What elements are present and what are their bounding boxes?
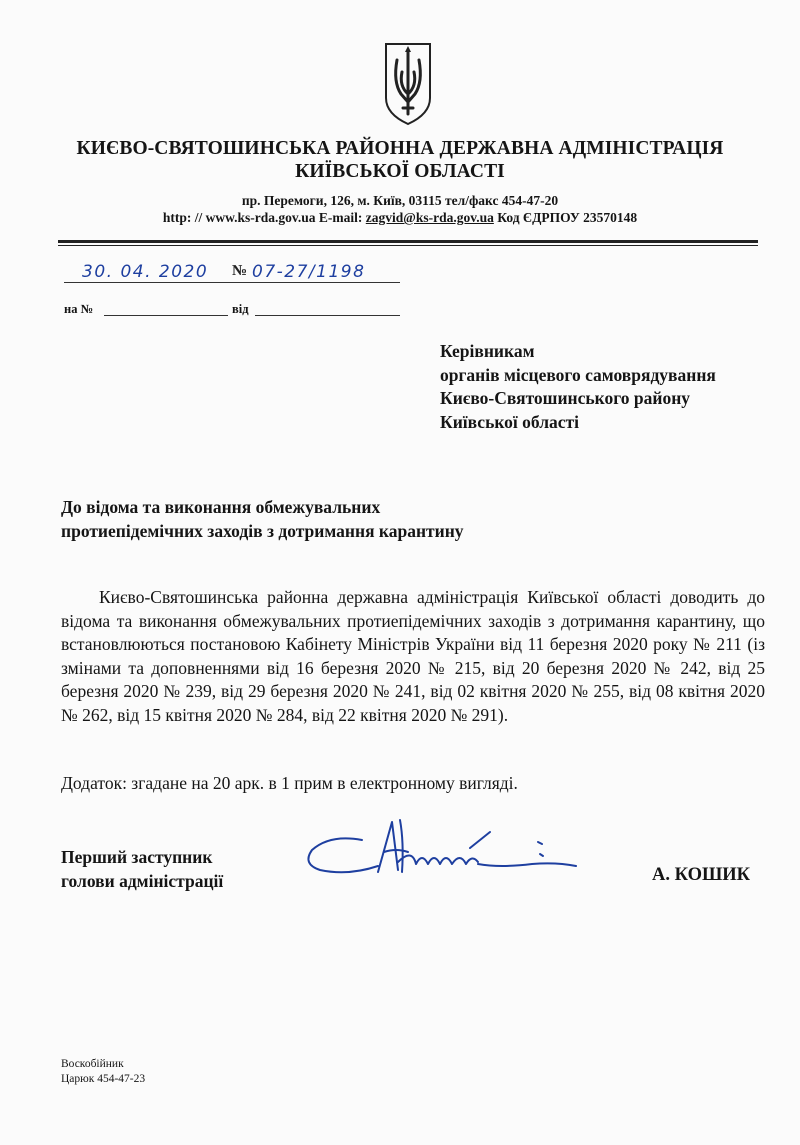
executor-info xyxy=(61,1057,145,1087)
email-label: E-mail: xyxy=(318,210,363,225)
edrpou-code: Код ЄДРПОУ 23570148 xyxy=(497,210,638,225)
handwritten-signature xyxy=(300,812,580,890)
subject-line: протиепідемічних заходів з дотримання карантину xyxy=(61,520,464,541)
organization-address: пр. Перемоги, 126, м. Київ, 03115 тел/факс 454-47-20 xyxy=(241,193,559,208)
attachment-note: Додаток: згадане на 20 арк. в 1 прим в електронному вигляді. xyxy=(61,773,518,793)
letter-subject xyxy=(61,496,464,543)
coat-of-arms-icon xyxy=(383,42,433,126)
header-divider xyxy=(58,240,758,243)
signer-name: А. КОШИК xyxy=(652,865,751,885)
subject-line: До відома та виконання обмежувальних xyxy=(61,497,381,517)
organization-name: КИЄВО-СВЯТОШИНСЬКА РАЙОННА ДЕРЖАВНА АДМІНІСТРАЦІЯ xyxy=(76,138,724,159)
recipient-block xyxy=(440,340,716,434)
recipient-line: органів місцевого самоврядування xyxy=(440,364,716,385)
organization-contacts xyxy=(0,210,800,226)
registration-number-sign: № xyxy=(232,263,248,279)
registration-date: 30. 04. 2020 xyxy=(82,262,209,282)
signer-title-line: голови адміністрації xyxy=(61,870,224,891)
website-link[interactable]: http: // www.ks-rda.gov.ua xyxy=(162,210,316,225)
recipient-line: Києво-Святошинського району xyxy=(440,388,691,408)
registration-number: 07-27/1198 xyxy=(252,262,366,282)
organization-region: КИЇВСЬКОЇ ОБЛАСТІ xyxy=(295,161,505,182)
registration-underline xyxy=(64,282,400,283)
executor-name: Воскобійник xyxy=(61,1058,124,1070)
signer-title-line: Перший заступник xyxy=(61,847,213,867)
reference-date-blank xyxy=(255,315,400,316)
reference-number-label: на № xyxy=(64,302,94,316)
executor-contact: Царюк 454-47-23 xyxy=(61,1073,146,1085)
email-link[interactable]: zagvid@ks-rda.gov.ua xyxy=(365,210,494,225)
reference-date-label: від xyxy=(232,302,249,316)
signer-title xyxy=(61,846,223,893)
header-divider-thin xyxy=(58,245,758,246)
reference-number-blank xyxy=(104,315,228,316)
letter-body: Києво-Святошинська районна державна адміністрація Київської області доводить до відома та виконання обмежувальних протиепідемічних заходів з дотримання карантину, що встановлюються постановою Кабінету Міністрів України від 11 березня 2020 року № 211 (із змінами та доповненнями від 16 березня 2020 № 215, від 20 березня 2020 № 242, від 25 березня 2020 № 239, від 29 березня 2020 № 241, від 02 квітня 2020 № 255, від 08 квітня 2020 № 262, від 15 квітня 2020 № 284, від 22 квітня 2020 № 291). xyxy=(61,587,765,725)
recipient-line: Київської області xyxy=(440,411,580,432)
recipient-line: Керівникам xyxy=(440,341,535,361)
